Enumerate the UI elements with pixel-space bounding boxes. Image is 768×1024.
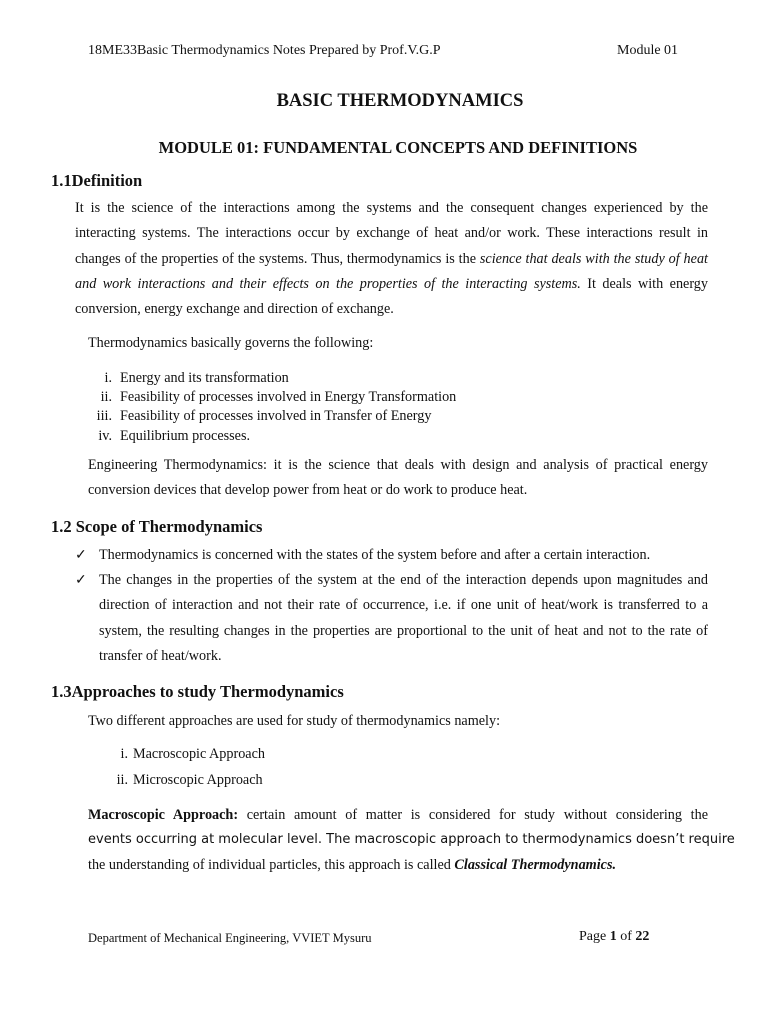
list-item <box>98 772 263 789</box>
governs-intro: Thermodynamics basically governs the following: <box>88 335 374 351</box>
macro-text-a: certain amount of matter is considered for study without considering the <box>238 807 708 823</box>
bullet-text: Thermodynamics is concerned with the states of the system before and after a certain interaction. <box>99 547 651 563</box>
section-heading-scope: 1.2 Scope of Thermodynamics <box>51 517 263 536</box>
macro-line-1 <box>88 803 708 828</box>
approaches-intro: Two different approaches are used for study of thermodynamics namely: <box>88 713 501 729</box>
engineering-thermo-paragraph: Engineering Thermodynamics: it is the science that deals with design and analysis of practical energy conversion devices that develop power from heat or do work to produce heat. <box>88 457 708 499</box>
macro-text-b: the understanding of individual particles, this approach is called <box>88 857 455 873</box>
list-item <box>74 408 431 425</box>
page-prefix: Page <box>579 929 610 944</box>
list-item <box>98 746 265 763</box>
check-icon: ✓ <box>75 572 87 588</box>
list-text: Microscopic Approach <box>133 772 263 788</box>
check-icon: ✓ <box>75 547 87 563</box>
header-left: 18ME33Basic Thermodynamics Notes Prepared by Prof.V.G.P <box>88 43 441 58</box>
definition-italic: science that deals with the study of heat and work interactions and their effects on the properties of the interacting systems. <box>75 250 708 292</box>
footer-page-number <box>579 929 649 945</box>
list-text: Macroscopic Approach <box>133 746 265 762</box>
definition-text-b: It deals with energy conversion, energy exchange and direction of exchange. <box>75 275 708 318</box>
list-text: Feasibility of processes involved in Energy Transformation <box>120 389 457 405</box>
list-item <box>74 370 289 387</box>
list-number: iii. <box>96 408 112 424</box>
list-text: Energy and its transformation <box>120 370 289 386</box>
module-subtitle: MODULE 01: FUNDAMENTAL CONCEPTS AND DEFINITIONS <box>158 138 638 157</box>
macro-line-2: events occurring at molecular level. The macroscopic approach to thermodynamics doesn’t require <box>88 832 735 847</box>
macro-label: Macroscopic Approach: <box>88 807 239 823</box>
page-title: BASIC THERMODYNAMICS <box>276 91 524 111</box>
section-heading-approaches: 1.3Approaches to study Thermodynamics <box>51 682 344 701</box>
list-item <box>74 389 456 406</box>
page-total: 22 <box>635 929 650 944</box>
footer-department: Department of Mechanical Engineering, VVIET Mysuru <box>88 931 372 945</box>
header-module: Module 01 <box>617 43 679 58</box>
scope-bullet <box>75 568 708 669</box>
list-item <box>74 428 250 445</box>
definition-text-a: It is the science of the interactions among the systems and the consequent changes experienced by the interacting systems. The interactions occur by exchange of heat and/or work. These interactions result in changes of the properties of the systems. Thus, thermodynamics is the <box>75 200 708 267</box>
list-number: iv. <box>98 428 112 444</box>
list-number: ii. <box>100 389 112 405</box>
list-text: Feasibility of processes involved in Transfer of Energy <box>120 408 432 424</box>
macro-line-3 <box>88 857 616 874</box>
classical-thermo-term: Classical Thermodynamics. <box>454 857 617 873</box>
list-text: Equilibrium processes. <box>120 428 251 444</box>
list-number: i. <box>104 370 112 386</box>
definition-paragraph <box>75 196 708 322</box>
section-heading-definition: 1.1Definition <box>51 171 143 190</box>
list-number: i. <box>120 746 128 762</box>
scope-bullet <box>75 543 708 568</box>
page-of: of <box>616 929 636 944</box>
page-current: 1 <box>609 929 617 944</box>
bullet-text: The changes in the properties of the system at the end of the interaction depends upon magnitudes and direction of interaction and not their rate of occurrence, i.e. if one unit of heat/work is transferred to a system, the resulting changes in the properties are proportional to the unit of heat and not to the rate of transfer of heat/work. <box>99 572 708 664</box>
list-number: ii. <box>116 772 128 788</box>
